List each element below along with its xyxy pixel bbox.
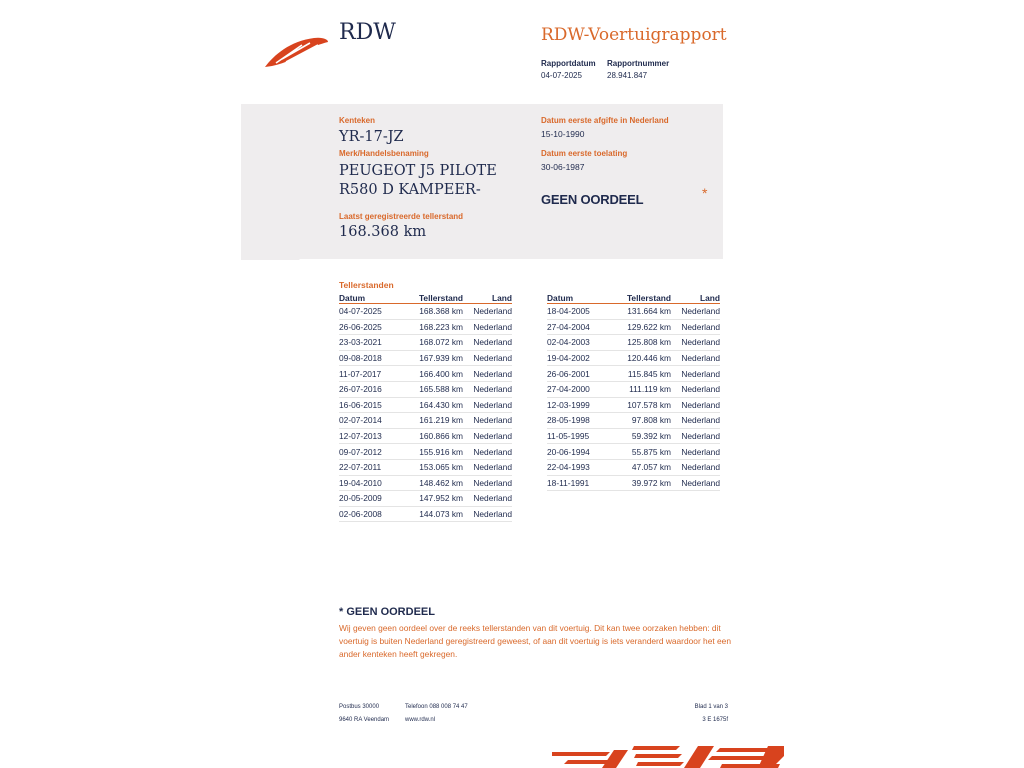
table-row — [339, 397, 512, 413]
kenteken-value: YR-17-JZ — [339, 129, 404, 145]
cell-datum: 23-03-2021 — [339, 335, 409, 351]
cell-tellerstand: 165.588 km — [409, 381, 463, 397]
tellerstanden-title: Tellerstanden — [339, 280, 394, 290]
cell-tellerstand: 47.057 km — [617, 459, 671, 475]
cell-tellerstand: 153.065 km — [409, 459, 463, 475]
panel-corner — [241, 247, 311, 260]
cell-tellerstand: 125.808 km — [617, 335, 671, 351]
cell-tellerstand: 144.073 km — [409, 506, 463, 522]
cell-datum: 16-06-2015 — [339, 397, 409, 413]
cell-tellerstand: 166.400 km — [409, 366, 463, 382]
table-row — [339, 491, 512, 507]
cell-tellerstand: 148.462 km — [409, 475, 463, 491]
table-row — [547, 397, 720, 413]
cell-datum: 04-07-2025 — [339, 304, 409, 320]
cell-datum: 09-08-2018 — [339, 350, 409, 366]
table-row — [339, 475, 512, 491]
cell-land: Nederland — [671, 304, 720, 320]
cell-land: Nederland — [463, 366, 512, 382]
cell-datum: 19-04-2002 — [547, 350, 617, 366]
footer-website[interactable]: www.rdw.nl — [405, 717, 436, 723]
table-row — [547, 350, 720, 366]
cell-tellerstand: 168.223 km — [409, 319, 463, 335]
cell-datum: 28-05-1998 — [547, 413, 617, 429]
footer-telefoon: Telefoon 088 008 74 47 — [405, 704, 468, 710]
cell-tellerstand: 120.446 km — [617, 350, 671, 366]
cell-land: Nederland — [671, 350, 720, 366]
cell-datum: 09-07-2012 — [339, 444, 409, 460]
table-row — [339, 319, 512, 335]
footer-page-number: Blad 1 van 3 — [694, 704, 728, 710]
brand-name: RDW — [339, 20, 396, 45]
cell-datum: 18-04-2005 — [547, 304, 617, 320]
cell-land: Nederland — [463, 335, 512, 351]
cell-tellerstand: 111.119 km — [617, 381, 671, 397]
cell-land: Nederland — [671, 335, 720, 351]
cell-tellerstand: 155.916 km — [409, 444, 463, 460]
cell-land: Nederland — [671, 319, 720, 335]
cell-datum: 26-06-2025 — [339, 319, 409, 335]
cell-tellerstand: 129.622 km — [617, 319, 671, 335]
oordeel-status: GEEN OORDEEL — [541, 192, 644, 207]
table-row — [339, 506, 512, 522]
cell-datum: 19-04-2010 — [339, 475, 409, 491]
table-row — [547, 366, 720, 382]
merk-line-1: PEUGEOT J5 PILOTE — [339, 163, 497, 179]
cell-datum: 12-07-2013 — [339, 428, 409, 444]
cell-tellerstand: 115.845 km — [617, 366, 671, 382]
cell-datum: 26-06-2001 — [547, 366, 617, 382]
cell-tellerstand: 107.578 km — [617, 397, 671, 413]
toelating-value: 30-06-1987 — [541, 162, 585, 172]
cell-tellerstand: 59.392 km — [617, 428, 671, 444]
table-row — [339, 413, 512, 429]
cell-land: Nederland — [463, 397, 512, 413]
merk-line-2: R580 D KAMPEER- — [339, 182, 481, 198]
toelating-label: Datum eerste toelating — [541, 149, 628, 158]
rdw-logo-icon — [262, 33, 332, 69]
cell-tellerstand: 164.430 km — [409, 397, 463, 413]
cell-land: Nederland — [463, 350, 512, 366]
table-row — [339, 381, 512, 397]
col-header-tellerstand: Tellerstand — [617, 293, 671, 304]
table-row — [547, 381, 720, 397]
table-row — [547, 304, 720, 320]
table-row — [547, 475, 720, 491]
afgifte-value: 15-10-1990 — [541, 129, 585, 139]
cell-datum: 12-03-1999 — [547, 397, 617, 413]
rapportdatum-label: Rapportdatum — [541, 59, 596, 68]
table-row — [547, 319, 720, 335]
col-header-datum: Datum — [339, 293, 409, 304]
cell-tellerstand: 160.866 km — [409, 428, 463, 444]
cell-land: Nederland — [463, 413, 512, 429]
cell-land: Nederland — [463, 304, 512, 320]
col-header-land: Land — [463, 293, 512, 304]
cell-land: Nederland — [671, 366, 720, 382]
cell-datum: 02-07-2014 — [339, 413, 409, 429]
cell-land: Nederland — [671, 459, 720, 475]
col-header-tellerstand: Tellerstand — [409, 293, 463, 304]
footer-document-code: 3 E 1675f — [702, 717, 728, 723]
cell-tellerstand: 168.368 km — [409, 304, 463, 320]
cell-land: Nederland — [463, 475, 512, 491]
footer-postbus: Postbus 30000 — [339, 704, 380, 710]
tellerstanden-table-left — [339, 293, 512, 522]
cell-datum: 27-04-2004 — [547, 319, 617, 335]
table-row — [339, 459, 512, 475]
cell-land: Nederland — [671, 381, 720, 397]
table-row — [547, 428, 720, 444]
cell-datum: 20-06-1994 — [547, 444, 617, 460]
cell-land: Nederland — [671, 413, 720, 429]
rdw-stripes-graphic — [552, 746, 784, 768]
table-row — [339, 335, 512, 351]
cell-datum: 02-06-2008 — [339, 506, 409, 522]
table-row — [547, 335, 720, 351]
cell-datum: 20-05-2009 — [339, 491, 409, 507]
afgifte-label: Datum eerste afgifte in Nederland — [541, 116, 669, 125]
cell-tellerstand: 97.808 km — [617, 413, 671, 429]
rapportdatum-value: 04-07-2025 — [541, 71, 582, 80]
cell-datum: 11-07-2017 — [339, 366, 409, 382]
cell-land: Nederland — [671, 444, 720, 460]
cell-land: Nederland — [671, 475, 720, 491]
table-row — [339, 304, 512, 320]
report-title: RDW-Voertuigrapport — [541, 25, 727, 45]
table-row — [339, 366, 512, 382]
cell-land: Nederland — [463, 428, 512, 444]
footnote-title: * GEEN OORDEEL — [339, 606, 435, 618]
cell-tellerstand: 167.939 km — [409, 350, 463, 366]
cell-datum: 18-11-1991 — [547, 475, 617, 491]
cell-tellerstand: 55.875 km — [617, 444, 671, 460]
cell-datum: 27-04-2000 — [547, 381, 617, 397]
tellerstand-value: 168.368 km — [339, 224, 427, 240]
cell-tellerstand: 147.952 km — [409, 491, 463, 507]
cell-tellerstand: 131.664 km — [617, 304, 671, 320]
footer-plaats: 9640 RA Veendam — [339, 717, 390, 723]
rapportnummer-label: Rapportnummer — [607, 59, 670, 68]
cell-land: Nederland — [463, 506, 512, 522]
cell-land: Nederland — [463, 444, 512, 460]
table-row — [547, 413, 720, 429]
table-row — [547, 459, 720, 475]
kenteken-label: Kenteken — [339, 116, 376, 125]
cell-land: Nederland — [463, 381, 512, 397]
cell-datum: 22-04-1993 — [547, 459, 617, 475]
col-header-land: Land — [671, 293, 720, 304]
tellerstanden-table-right — [547, 293, 720, 491]
cell-land: Nederland — [463, 459, 512, 475]
cell-tellerstand: 168.072 km — [409, 335, 463, 351]
cell-tellerstand: 161.219 km — [409, 413, 463, 429]
cell-datum: 02-04-2003 — [547, 335, 617, 351]
table-row — [547, 444, 720, 460]
cell-datum: 11-05-1995 — [547, 428, 617, 444]
cell-tellerstand: 39.972 km — [617, 475, 671, 491]
oordeel-footnote-marker: * — [702, 185, 708, 201]
footnote-text: Wij geven geen oordeel over de reeks tellerstanden van dit voertuig. Dit kan twee oorzaken hebben: dit voertuig is buiten Nederland geregistreerd geweest, of aan dit voertuig is iets veranderd waardoor het een ander kenteken heeft gekregen. — [339, 623, 731, 659]
cell-land: Nederland — [671, 397, 720, 413]
cell-land: Nederland — [671, 428, 720, 444]
col-header-datum: Datum — [547, 293, 617, 304]
cell-land: Nederland — [463, 491, 512, 507]
rapportnummer-value: 28.941.847 — [607, 71, 648, 80]
table-row — [339, 350, 512, 366]
table-row — [339, 428, 512, 444]
merk-label: Merk/Handelsbenaming — [339, 149, 429, 158]
cell-land: Nederland — [463, 319, 512, 335]
vehicle-summary-panel — [241, 104, 723, 259]
cell-datum: 22-07-2011 — [339, 459, 409, 475]
table-row — [339, 444, 512, 460]
cell-datum: 26-07-2016 — [339, 381, 409, 397]
tellerstand-label: Laatst geregistreerde tellerstand — [339, 212, 464, 221]
